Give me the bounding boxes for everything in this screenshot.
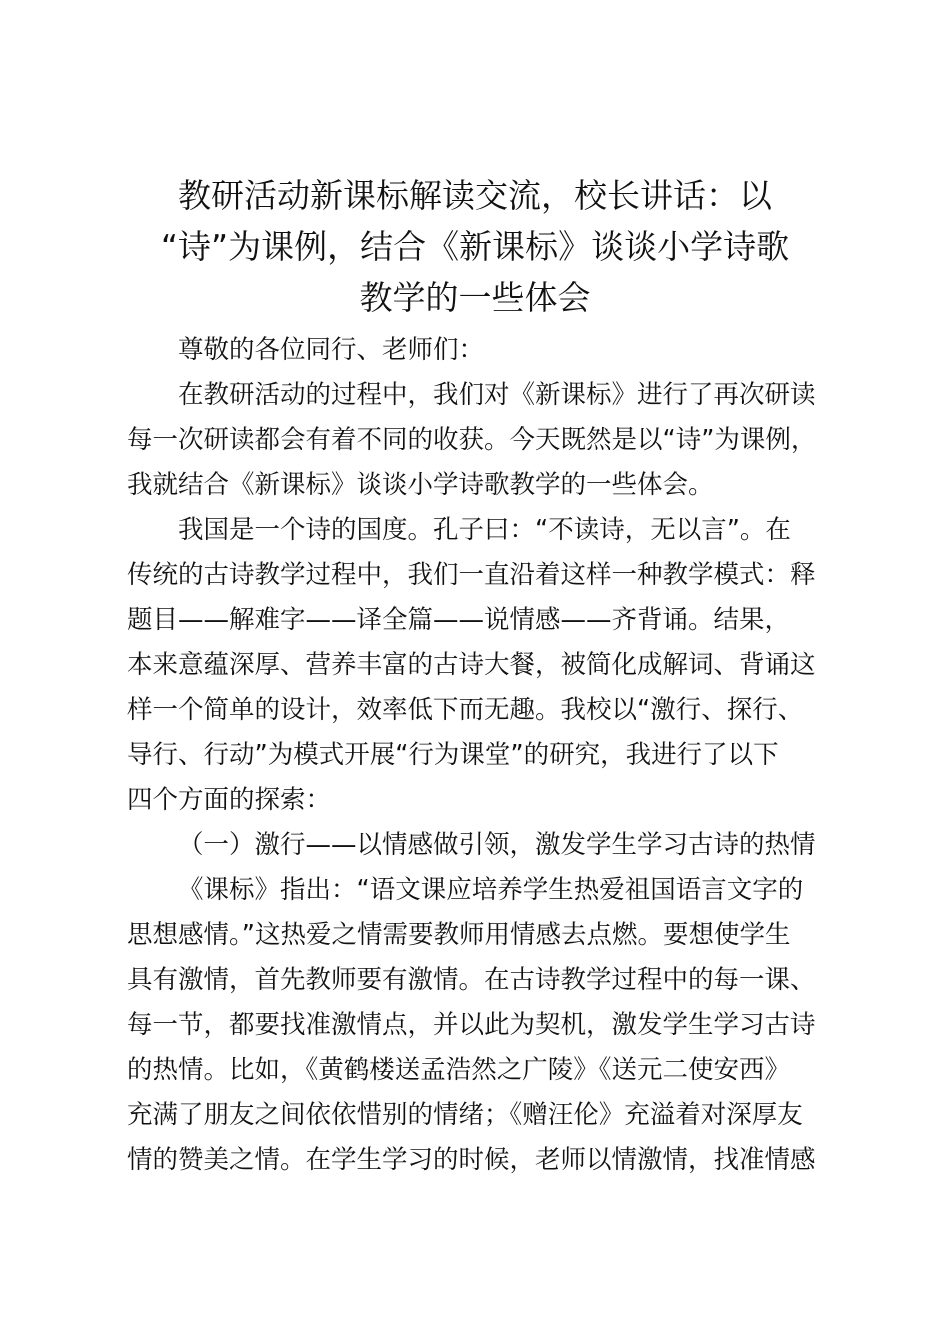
body-line: 本来意蕴深厚、营养丰富的古诗大餐，被简化成解词、背诵这 [127,650,816,680]
body-line: 在教研活动的过程中，我们对《新课标》进行了再次研读 [178,380,816,410]
body-line: 我国是一个诗的国度。孔子曰：“不读诗，无以言”。在 [178,515,791,545]
title-line-3: 教学的一些体会 [359,278,591,317]
document-body [127,328,839,1183]
body-line: 导行、行动”为模式开展“行为课堂”的研究，我进行了以下 [127,740,779,770]
body-line: 四个方面的探索： [127,785,332,815]
salutation: 尊敬的各位同行、老师们： [178,335,485,365]
body-line: 充满了朋友之间依依惜别的情绪；《赠汪伦》充溢着对深厚友 [127,1100,803,1130]
body-line: 思想感情。”这热爱之情需要教师用情感去点燃。要想使学生 [127,920,791,950]
section-heading: （一）激行——以情感做引领，激发学生学习古诗的热情 [178,830,816,860]
body-line: 样一个简单的设计，效率低下而无趣。我校以“激行、探行、 [127,695,804,725]
body-line: 《课标》指出：“语文课应培养学生热爱祖国语言文字的 [178,875,804,905]
body-line: 每一节，都要找准激情点，并以此为契机，激发学生学习古诗 [127,1010,816,1040]
body-line: 的热情。比如，《黄鹤楼送孟浩然之广陵》《送元二使安西》 [127,1055,791,1085]
body-line: 题目——解难字——译全篇——说情感——齐背诵。结果， [127,605,791,635]
title-line-1: 教研活动新课标解读交流，校长讲话：以 [178,176,772,215]
title-line-2: “诗”为课例，结合《新课标》谈谈小学诗歌 [160,227,790,266]
body-line: 情的赞美之情。在学生学习的时候，老师以情激情，找准情感 [127,1145,816,1175]
body-line: 每一次研读都会有着不同的收获。今天既然是以“诗”为课例， [127,425,817,455]
body-line: 我就结合《新课标》谈谈小学诗歌教学的一些体会。 [127,470,714,500]
body-line: 传统的古诗教学过程中，我们一直沿着这样一种教学模式：释 [127,560,816,590]
document-title [120,170,830,323]
body-line: 具有激情，首先教师要有激情。在古诗教学过程中的每一课、 [127,965,816,995]
